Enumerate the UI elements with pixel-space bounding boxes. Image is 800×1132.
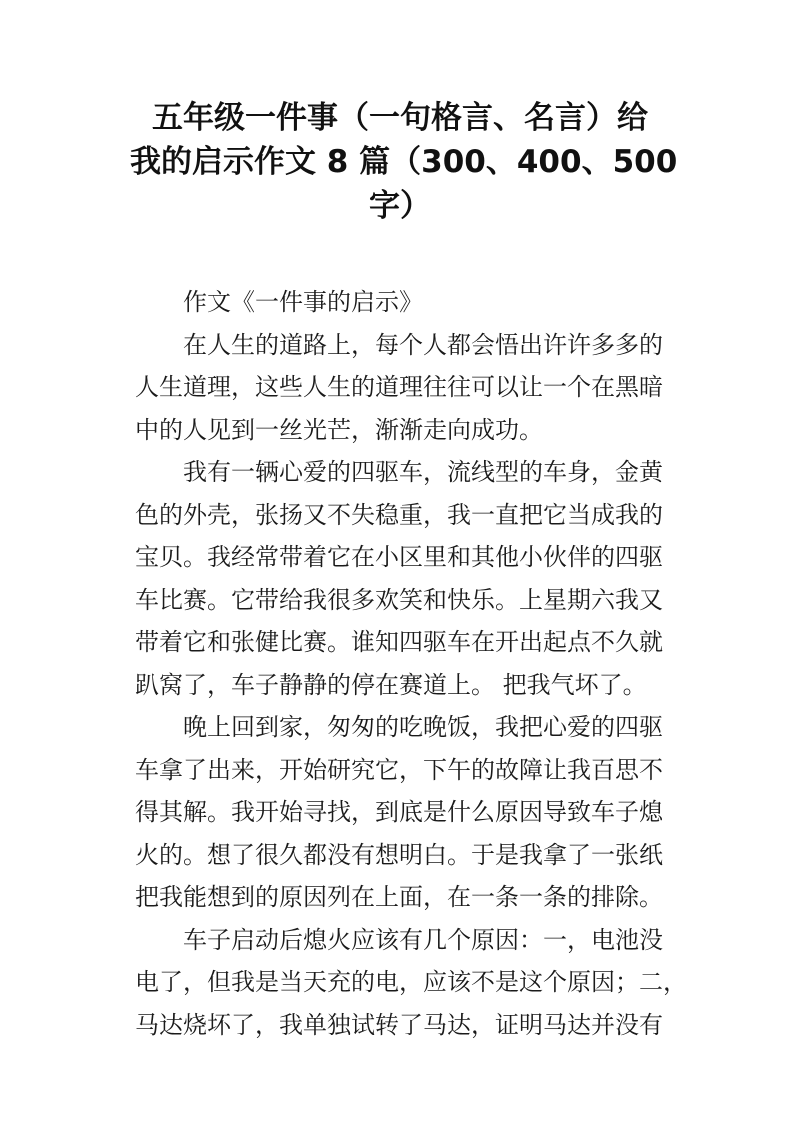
title-line-1: 五年级一件事（一句格言、名言）给: [152, 100, 648, 136]
text-line: 火的。想了很久都没有想明白。于是我拿了一张纸: [135, 840, 663, 869]
text-line: 马达烧坏了，我单独试转了马达，证明马达并没有: [135, 1010, 663, 1039]
text-line: 带着它和张健比赛。谁知四驱车在开出起点不久就: [135, 628, 663, 656]
text-line: 车拿了出来，开始研究它，下午的故障让我百思不: [135, 755, 663, 784]
text-line: 车子启动后熄火应该有几个原因：一，电池没: [183, 925, 663, 954]
text-line: 中的人见到一丝光芒，渐渐走向成功。: [135, 415, 543, 444]
text-line: 我有一辆心爱的四驱车，流线型的车身，金黄: [183, 458, 663, 486]
title-line-3: 字）: [369, 188, 431, 224]
text-line: 电了，但我是当天充的电，应该不是这个原因；二，: [135, 968, 687, 996]
text-line: 车比赛。它带给我很多欢笑和快乐。上星期六我又: [135, 585, 663, 614]
title-line-2: 我的启示作文 8 篇（300、400、500: [130, 144, 678, 180]
document-title: [130, 96, 678, 228]
text-line: 宝贝。我经常带着它在小区里和其他小伙伴的四驱: [135, 543, 663, 571]
text-line: 色的外壳，张扬又不失稳重，我一直把它当成我的: [135, 500, 663, 529]
text-line: 在人生的道路上，每个人都会悟出许许多多的: [183, 330, 663, 359]
text-line: 把我能想到的原因列在上面，在一条一条的排除。: [135, 883, 663, 911]
text-line: 人生道理，这些人生的道理往往可以让一个在黑暗: [135, 373, 663, 401]
essay-heading: 作文《一件事的启示》: [183, 288, 423, 316]
text-line: 晚上回到家，匆匆的吃晚饭，我把心爱的四驱: [183, 713, 663, 741]
text-line: 得其解。我开始寻找，到底是什么原因导致车子熄: [135, 798, 663, 826]
essay-body: [135, 281, 687, 1046]
text-line: 趴窝了，车子静静的停在赛道上。 把我气坏了。: [135, 670, 647, 699]
